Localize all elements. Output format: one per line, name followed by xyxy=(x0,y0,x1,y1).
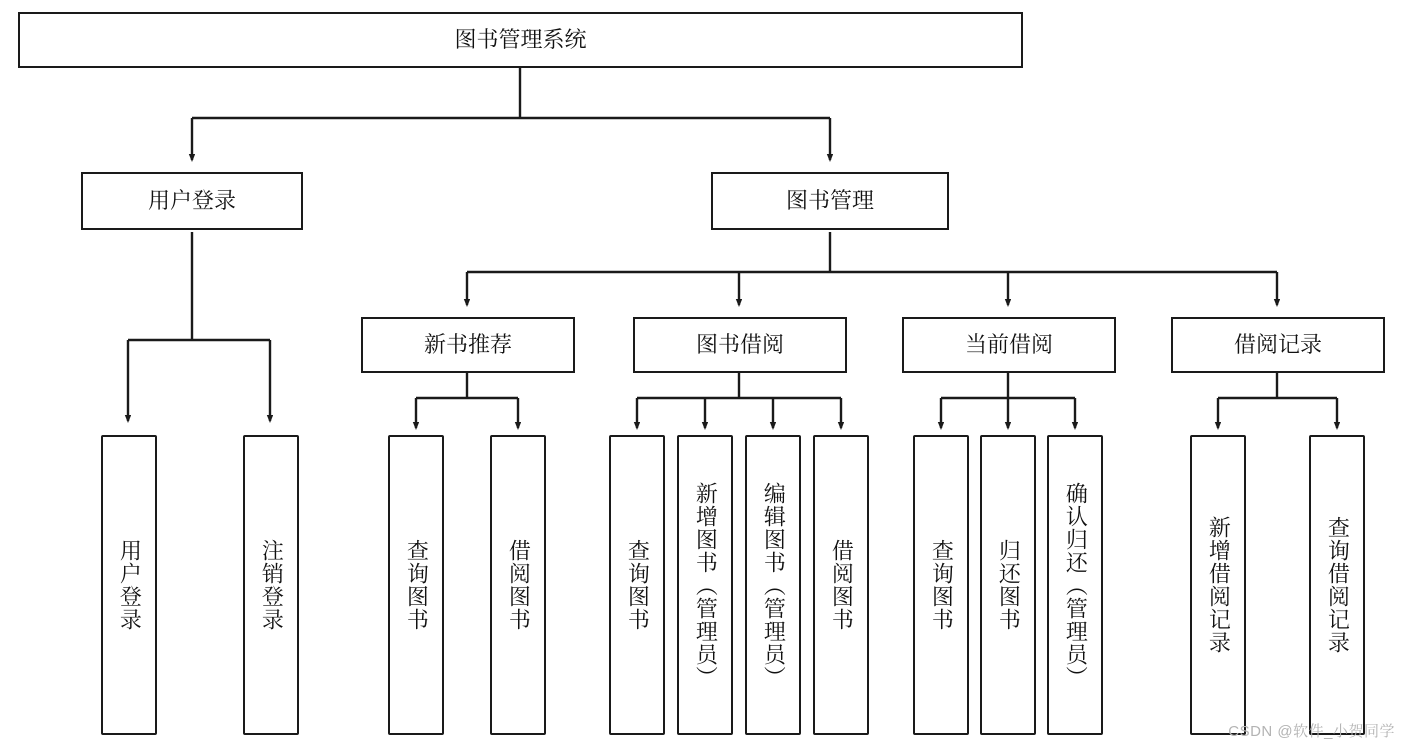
node-label: 查询图书 xyxy=(404,539,430,631)
node-label: 图书借阅 xyxy=(695,331,784,357)
node-leaf-add-book-admin[interactable] xyxy=(677,435,733,735)
node-label: 借阅图书 xyxy=(506,539,532,631)
node-label: 确认归还（管理员） xyxy=(1063,481,1089,689)
node-label: 图书管理 xyxy=(785,187,874,213)
node-leaf-logout[interactable] xyxy=(243,435,299,735)
node-leaf-query-book-1[interactable] xyxy=(388,435,444,735)
node-label: 新书推荐 xyxy=(423,331,512,357)
node-book-management[interactable] xyxy=(711,172,949,230)
node-label: 注销登录 xyxy=(259,539,285,631)
node-leaf-borrow-book-2[interactable] xyxy=(813,435,869,735)
node-label: 当前借阅 xyxy=(964,331,1053,357)
node-label: 借阅图书 xyxy=(829,539,855,631)
node-label: 归还图书 xyxy=(996,539,1022,631)
node-label: 编辑图书（管理员） xyxy=(761,481,787,689)
watermark: CSDN @软件_小贺同学 xyxy=(1228,723,1395,740)
node-leaf-query-book-3[interactable] xyxy=(913,435,969,735)
node-leaf-query-borrow-record[interactable] xyxy=(1309,435,1365,735)
node-label: 新增借阅记录 xyxy=(1206,516,1232,654)
node-leaf-user-login[interactable] xyxy=(101,435,157,735)
node-leaf-edit-book-admin[interactable] xyxy=(745,435,801,735)
node-leaf-return-book[interactable] xyxy=(980,435,1036,735)
node-label: 用户登录 xyxy=(117,539,143,631)
node-label: 图书管理系统 xyxy=(454,26,587,52)
node-label: 新增图书（管理员） xyxy=(693,481,719,689)
node-root[interactable] xyxy=(18,12,1023,68)
node-new-book-recommend[interactable] xyxy=(361,317,575,373)
node-leaf-confirm-return-admin[interactable] xyxy=(1047,435,1103,735)
node-book-borrow[interactable] xyxy=(633,317,847,373)
node-label: 查询图书 xyxy=(929,539,955,631)
node-user-login[interactable] xyxy=(81,172,303,230)
node-borrow-record[interactable] xyxy=(1171,317,1385,373)
node-label: 用户登录 xyxy=(147,187,236,213)
node-leaf-query-book-2[interactable] xyxy=(609,435,665,735)
node-current-borrow[interactable] xyxy=(902,317,1116,373)
node-label: 借阅记录 xyxy=(1233,331,1322,357)
node-label: 查询借阅记录 xyxy=(1325,516,1351,654)
node-label: 查询图书 xyxy=(625,539,651,631)
node-leaf-borrow-book-1[interactable] xyxy=(490,435,546,735)
node-leaf-add-borrow-record[interactable] xyxy=(1190,435,1246,735)
